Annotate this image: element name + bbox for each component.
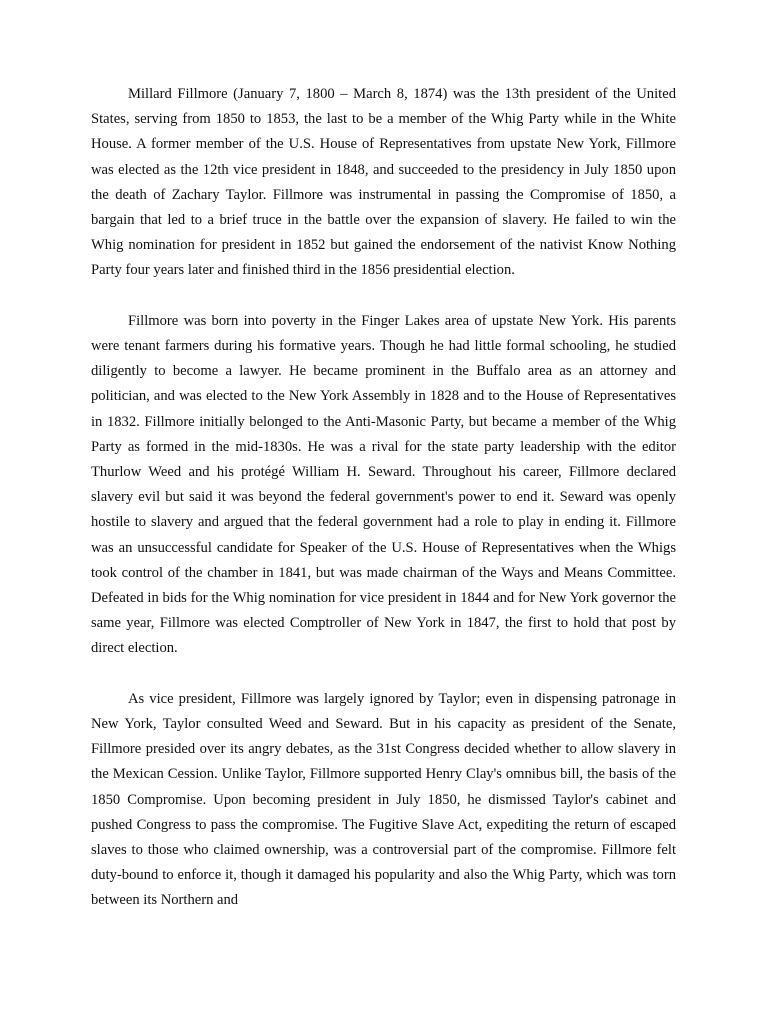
- document-page: [91, 82, 676, 939]
- paragraph-intro: Millard Fillmore (January 7, 1800 – March 8, 1874) was the 13th president of the United States, serving from 1850 to 1853, the last to be a member of the Whig Party while in the White House. A former member of the U.S. House of Representatives from upstate New York, Fillmore was elected as the 12th vice president in 1848, and succeeded to the presidency in July 1850 upon the death of Zachary Taylor. Fillmore was instrumental in passing the Compromise of 1850, a bargain that led to a brief truce in the battle over the expansion of slavery. He failed to win the Whig nomination for president in 1852 but gained the endorsement of the nativist Know Nothing Party four years later and finished third in the 1856 presidential election.: [91, 86, 676, 279]
- paragraph-early-life: Fillmore was born into poverty in the Finger Lakes area of upstate New York. His parents were tenant farmers during his formative years. Though he had little formal schooling, he studied diligently to become a lawyer. He became prominent in the Buffalo area as an attorney and politician, and was elected to the New York Assembly in 1828 and to the House of Representatives in 1832. Fillmore initially belonged to the Anti-Masonic Party, but became a member of the Whig Party as formed in the mid-1830s. He was a rival for the state party leadership with the editor Thurlow Weed and his protégé William H. Seward. Throughout his career, Fillmore declared slavery evil but said it was beyond the federal government's power to end it. Seward was openly hostile to slavery and argued that the federal government had a role to play in ending it. Fillmore was an unsuccessful candidate for Speaker of the U.S. House of Representatives when the Whigs took control of the chamber in 1841, but was made chairman of the Ways and Means Committee. Defeated in bids for the Whig nomination for vice president in 1844 and for New York governor the same year, Fillmore was elected Comptroller of New York in 1847, the first to hold that post by direct election.: [91, 312, 676, 657]
- paragraph-vice-presidency: As vice president, Fillmore was largely ignored by Taylor; even in dispensing patronage in New York, Taylor consulted Weed and Seward. But in his capacity as president of the Senate, Fillmore presided over its angry debates, as the 31st Congress decided whether to allow slavery in the Mexican Cession. Unlike Taylor, Fillmore supported Henry Clay's omnibus bill, the basis of the 1850 Compromise. Upon becoming president in July 1850, he dismissed Taylor's cabinet and pushed Congress to pass the compromise. The Fugitive Slave Act, expediting the return of escaped slaves to those who claimed ownership, was a controversial part of the compromise. Fillmore felt duty-bound to enforce it, though it damaged his popularity and also the Whig Party, which was torn between its Northern and: [91, 690, 676, 909]
